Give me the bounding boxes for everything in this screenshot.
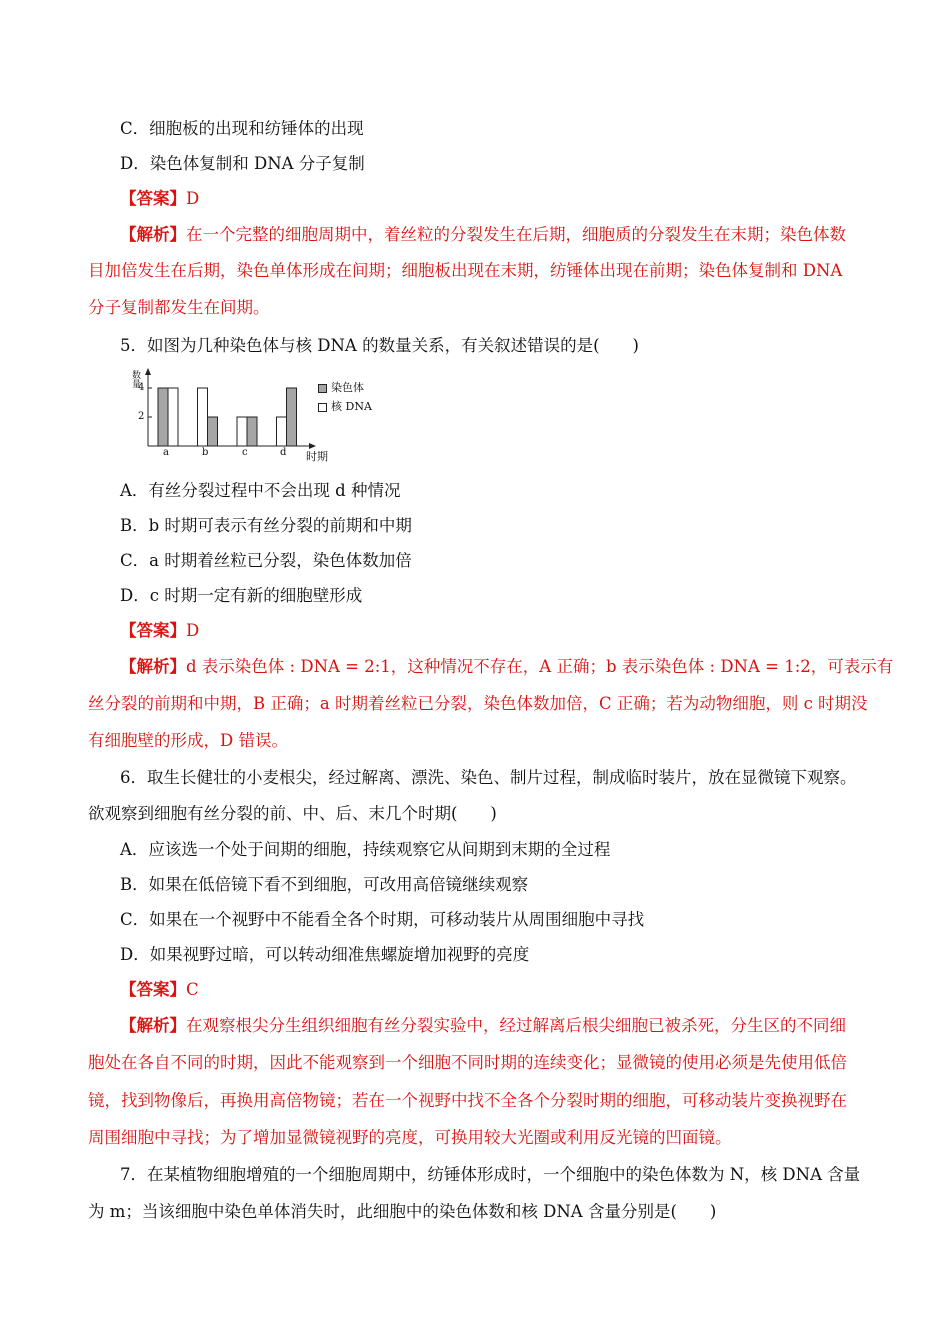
bar-c-chromosome	[247, 417, 257, 446]
bar-b-chromosome	[208, 417, 218, 446]
answer-value: C	[186, 980, 199, 999]
q4-analysis-line-2: 目加倍发生在后期，染色单体形成在间期；细胞板出现在末期，纺锤体出现在前期；染色体复制和 DNA	[88, 261, 843, 280]
q6-analysis-line-2: 胞处在各自不同的时期，因此不能观察到一个细胞不同时期的连续变化；显微镜的使用必须是先使用低倍	[88, 1053, 847, 1072]
q5-stem: 5．如图为几种染色体与核 DNA 的数量关系，有关叙述错误的是( )	[120, 336, 639, 355]
legend-swatch-gray	[318, 384, 327, 393]
answer-label: 【答案】	[120, 980, 186, 999]
bar-b-dna	[198, 388, 208, 446]
analysis-text: 在一个完整的细胞周期中，着丝粒的分裂发生在后期，细胞质的分裂发生在末期；染色体数	[186, 225, 846, 244]
chart-svg	[128, 368, 408, 468]
answer-value: D	[186, 621, 200, 640]
bars-group	[158, 388, 297, 446]
legend-label-chromosome: 染色体	[331, 381, 364, 394]
y-axis-arrow	[145, 368, 151, 375]
q5-analysis-line-1	[120, 656, 900, 678]
x-axis-arrow	[309, 443, 316, 449]
q5-option-a: A．有丝分裂过程中不会出现 d 种情况	[120, 481, 401, 500]
answer-label: 【答案】	[120, 189, 186, 208]
q6-stem-line-2: 欲观察到细胞有丝分裂的前、中、后、末几个时期( )	[88, 804, 497, 823]
q5-option-c: C．a 时期着丝粒已分裂，染色体数加倍	[120, 551, 412, 570]
q6-analysis-line-1	[120, 1015, 900, 1037]
q6-answer	[120, 979, 900, 1001]
bar-a-dna	[168, 388, 178, 446]
q6-analysis-line-3: 镜，找到物像后，再换用高倍物镜；若在一个视野中找不全各个分裂时期的细胞，可移动装片变换视野在	[88, 1091, 847, 1110]
answer-label: 【答案】	[120, 621, 186, 640]
q4-option-c: C．细胞板的出现和纺锤体的出现	[120, 119, 364, 138]
legend-swatch-white	[318, 403, 327, 412]
q6-stem-line-1: 6．取生长健壮的小麦根尖，经过解离、漂洗、染色、制片过程，制成临时装片，放在显微镜下观察。	[120, 768, 857, 787]
q5-analysis-line-3: 有细胞壁的形成，D 错误。	[88, 731, 288, 750]
q5-answer	[120, 620, 900, 642]
q4-answer	[120, 188, 900, 210]
q4-analysis-line-1	[120, 224, 900, 246]
q6-option-c: C．如果在一个视野中不能看全各个时期，可移动装片从周围细胞中寻找	[120, 910, 645, 929]
x-axis-label: 时期	[306, 450, 328, 463]
legend-chromosome	[318, 382, 364, 394]
bar-chart	[128, 368, 408, 468]
analysis-label: 【解析】	[120, 657, 186, 676]
q5-analysis-line-2: 丝分裂的前期和中期，B 正确；a 时期着丝粒已分裂，染色体数加倍，C 正确；若为动物细胞，则 c 时期没	[88, 694, 868, 713]
y-tick-label-2: 2	[138, 411, 145, 422]
q6-option-a: A．应该选一个处于间期的细胞，持续观察它从间期到末期的全过程	[120, 840, 611, 859]
x-category-a: a	[163, 447, 169, 458]
x-category-d: d	[280, 447, 287, 458]
q4-option-d: D．染色体复制和 DNA 分子复制	[120, 154, 365, 173]
q5-option-d: D．c 时期一定有新的细胞壁形成	[120, 586, 363, 605]
y-axis-label: 数量	[130, 370, 140, 388]
answer-value: D	[186, 189, 200, 208]
bar-c-dna	[237, 417, 247, 446]
x-category-b: b	[202, 447, 209, 458]
q6-option-d: D．如果视野过暗，可以转动细准焦螺旋增加视野的亮度	[120, 945, 530, 964]
y-tick-label-4: 4	[138, 382, 145, 393]
q5-option-b: B．b 时期可表示有丝分裂的前期和中期	[120, 516, 412, 535]
x-category-c: c	[242, 447, 248, 458]
q7-stem-line-2: 为 m；当该细胞中染色单体消失时，此细胞中的染色体数和核 DNA 含量分别是( )	[88, 1202, 717, 1221]
bar-d-dna	[277, 417, 287, 446]
q6-option-b: B．如果在低倍镜下看不到细胞，可改用高倍镜继续观察	[120, 875, 529, 894]
analysis-text: 在观察根尖分生组织细胞有丝分裂实验中，经过解离后根尖细胞已被杀死，分生区的不同细	[186, 1016, 846, 1035]
q6-analysis-line-4: 周围细胞中寻找；为了增加显微镜视野的亮度，可换用较大光圈或利用反光镜的凹面镜。	[88, 1128, 732, 1147]
analysis-label: 【解析】	[120, 225, 186, 244]
analysis-text: d 表示染色体 : DNA = 2:1，这种情况不存在，A 正确；b 表示染色体 : DNA = 1:2，可表示有	[186, 657, 894, 676]
bar-d-chromosome	[287, 388, 297, 446]
legend-dna	[318, 401, 372, 413]
q7-stem-line-1: 7．在某植物细胞增殖的一个细胞周期中，纺锤体形成时，一个细胞中的染色体数为 N，核 DNA 含量	[120, 1165, 861, 1184]
bar-a-chromosome	[158, 388, 168, 446]
legend-label-dna: 核 DNA	[331, 400, 372, 413]
analysis-label: 【解析】	[120, 1016, 186, 1035]
q4-analysis-line-3: 分子复制都发生在间期。	[88, 298, 270, 317]
